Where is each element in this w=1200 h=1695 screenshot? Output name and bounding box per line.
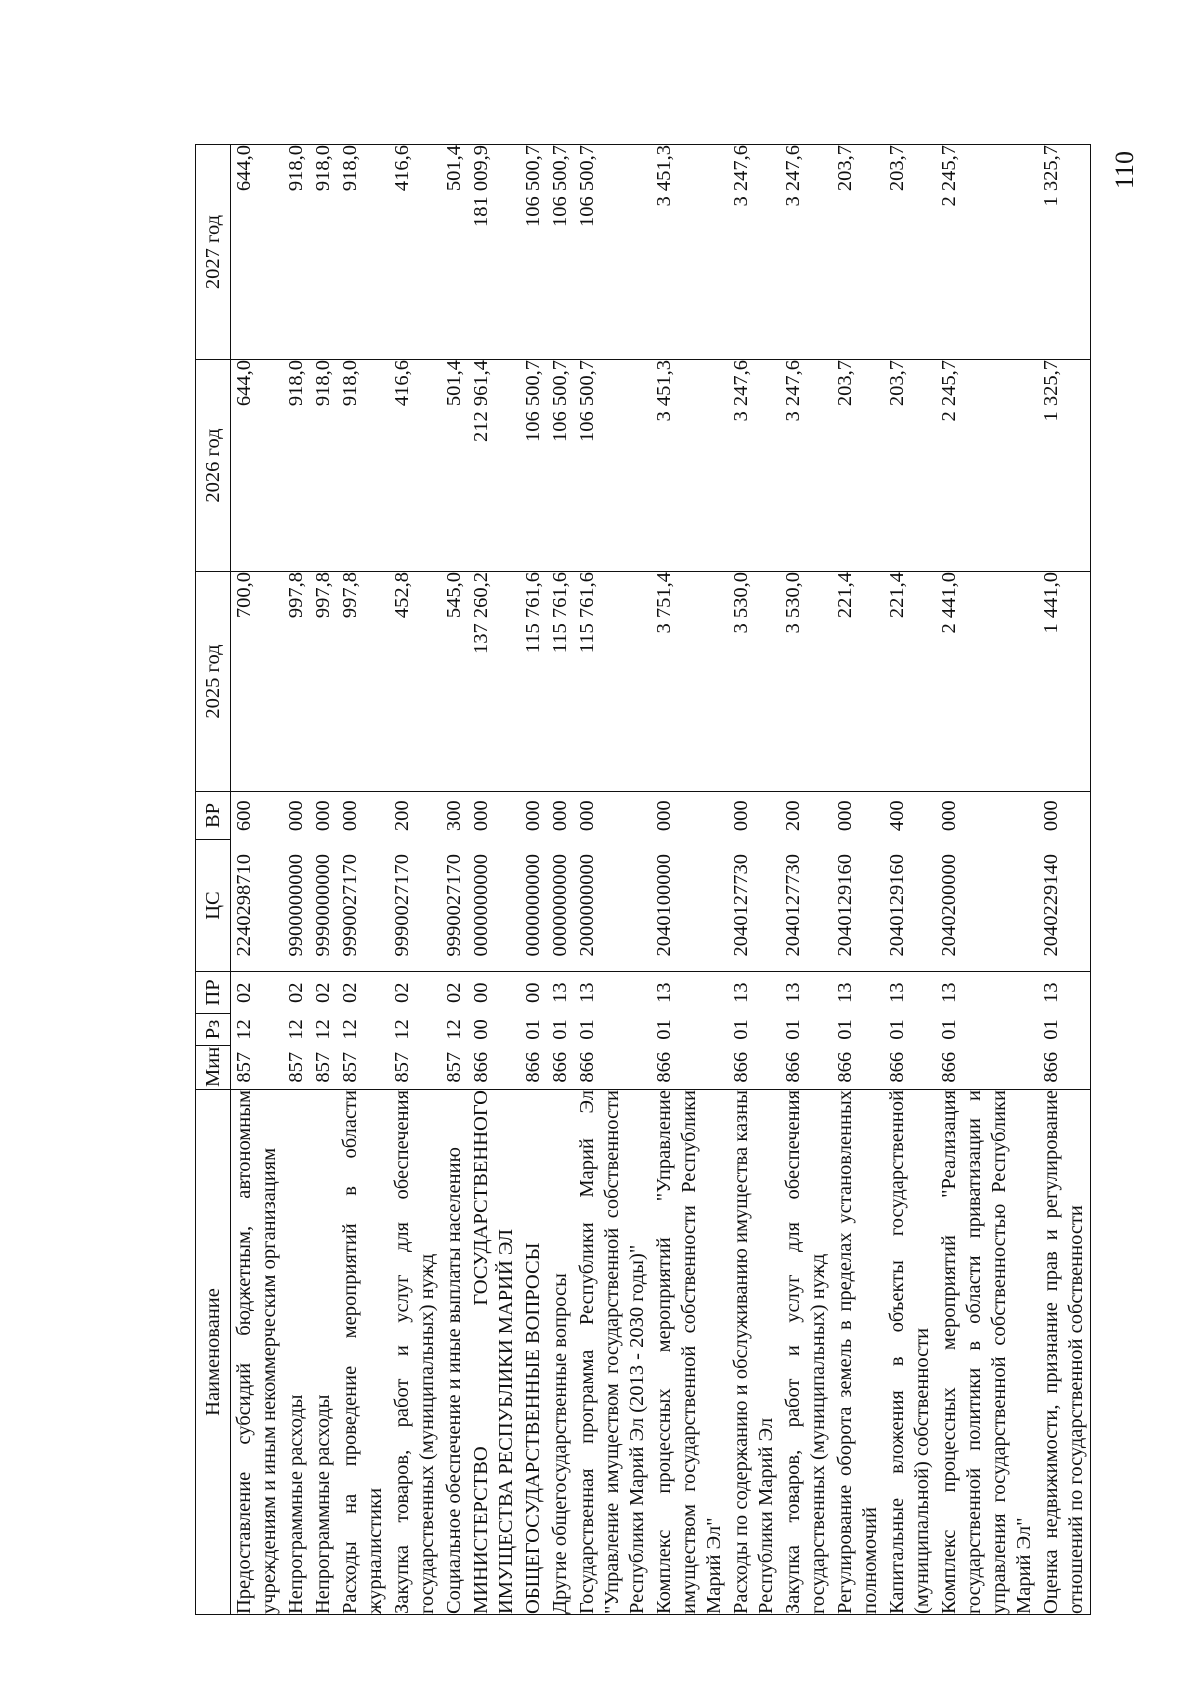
table-row [231, 145, 284, 1615]
row-cs: 2040200000 [938, 854, 960, 957]
row-2026: 918,0 [337, 360, 389, 572]
row-vr: 000 [832, 792, 884, 840]
row-2027: 181 009,9 [468, 145, 520, 360]
rotated-table-container [195, 145, 1087, 1615]
row-2026: 212 961,4 [468, 360, 520, 572]
header-vr: ВР [196, 792, 231, 840]
row-rz: 12 [339, 1019, 361, 1040]
row-name: Расходы на проведение мероприятий в области журналистики [337, 1090, 389, 1615]
row-2027: 106 500,7 [520, 145, 547, 360]
table-row [936, 145, 1038, 1615]
row-2026: 203,7 [832, 360, 884, 572]
row-name: Регулирование оборота земель в пределах установленных полномочий [832, 1090, 884, 1615]
row-vr: 000 [728, 792, 780, 840]
row-cs: 2240298710 [233, 854, 255, 957]
header-2026: 2026 год [196, 360, 231, 572]
header-name: Наименование [196, 1090, 231, 1615]
row-vr: 000 [574, 792, 651, 840]
row-name: Расходы по содержанию и обслуживанию имущества казны Республики Марий Эл [728, 1090, 780, 1615]
row-rz: 01 [730, 1019, 752, 1040]
row-cs: 9990027170 [443, 854, 465, 957]
row-vr: 000 [310, 792, 337, 840]
row-2025: 137 260,2 [468, 572, 520, 792]
row-cs: 2040229140 [1038, 840, 1091, 972]
row-rz: 01 [549, 1019, 571, 1040]
row-min: 866 [886, 1051, 908, 1083]
row-pr: 13 [884, 972, 936, 1014]
header-rz: Рз [196, 1014, 231, 1046]
row-2027: 3 247,6 [728, 145, 780, 360]
row-2025: 2 441,0 [936, 572, 1038, 792]
row-min: 866 [782, 1051, 804, 1083]
row-2025: 1 441,0 [1038, 572, 1091, 792]
row-pr: 13 [651, 972, 728, 1014]
row-rz: 12 [285, 1019, 307, 1040]
row-2026: 3 247,6 [728, 360, 780, 572]
row-2025: 3 530,0 [780, 572, 832, 792]
row-2025: 452,8 [389, 572, 441, 792]
row-name: Капитальные вложения в объекты государственной (муниципальной) собственности [884, 1090, 936, 1615]
row-min: 857 [443, 1051, 465, 1083]
row-2027: 644,0 [231, 145, 284, 360]
page-number: 110 [1110, 150, 1139, 190]
row-2027: 501,4 [441, 145, 468, 360]
table-row [547, 145, 574, 1615]
row-cs: 9990027170 [339, 854, 361, 957]
row-2025: 997,8 [337, 572, 389, 792]
budget-table [195, 144, 1091, 1615]
table-row [780, 145, 832, 1615]
header-min: Мин [196, 1046, 231, 1090]
row-vr: 000 [468, 792, 520, 840]
row-pr: 02 [310, 972, 337, 1014]
row-2027: 2 245,7 [936, 145, 1038, 360]
row-2026: 3 247,6 [780, 360, 832, 572]
row-min: 866 [549, 1051, 571, 1083]
row-cs: 2040129160 [886, 854, 908, 957]
row-pr: 13 [936, 972, 1038, 1014]
row-pr: 02 [389, 972, 441, 1014]
row-min: 866 [730, 1051, 752, 1083]
row-rz: 12 [443, 1019, 465, 1040]
row-pr: 00 [468, 972, 520, 1014]
row-min: 857 [233, 1051, 255, 1083]
row-2025: 221,4 [832, 572, 884, 792]
table-row [389, 145, 441, 1615]
row-name: Предоставление субсидий бюджетным, автономным учреждениям и иным некоммерческим организациям [231, 1090, 284, 1615]
table-row [520, 145, 547, 1615]
row-vr: 000 [520, 792, 547, 840]
row-pr: 13 [574, 972, 651, 1014]
row-vr: 300 [441, 792, 468, 840]
row-rz: 00 [470, 1019, 492, 1040]
row-name: Комплекс процессных мероприятий "Управление имуществом государственной собственности Республики Марий Эл" [651, 1090, 728, 1615]
row-min: 866 [522, 1051, 544, 1083]
table-row [283, 145, 310, 1615]
row-min: 866 [834, 1051, 856, 1083]
row-name: Непрограммные расходы [310, 1090, 337, 1615]
row-2025: 115 761,6 [574, 572, 651, 792]
row-vr: 000 [1038, 792, 1091, 840]
row-min: 857 [339, 1051, 361, 1083]
table-row [728, 145, 780, 1615]
row-min: 866 [1038, 1046, 1091, 1090]
row-cs: 9900000000 [285, 854, 307, 957]
row-2025: 545,0 [441, 572, 468, 792]
header-cs: ЦС [196, 840, 231, 972]
row-name: Государственная программа Республики Марий Эл "Управление имуществом государственной собственности Республики Марий Эл (2013 - 2030 годы)" [574, 1090, 651, 1615]
row-rz: 12 [233, 1019, 255, 1040]
row-pr: 02 [231, 972, 284, 1014]
row-pr: 13 [728, 972, 780, 1014]
header-2027: 2027 год [196, 145, 231, 360]
row-2026: 918,0 [283, 360, 310, 572]
row-2025: 3 751,4 [651, 572, 728, 792]
row-name: Другие общегосударственные вопросы [547, 1090, 574, 1615]
row-vr: 000 [283, 792, 310, 840]
row-rz: 12 [312, 1019, 334, 1040]
row-rz: 01 [782, 1019, 804, 1040]
row-2026: 501,4 [441, 360, 468, 572]
table-row [832, 145, 884, 1615]
row-min: 857 [391, 1051, 413, 1083]
table-row [1038, 145, 1091, 1615]
table-row [441, 145, 468, 1615]
row-2026: 918,0 [310, 360, 337, 572]
row-name: ОБЩЕГОСУДАРСТВЕННЫЕ ВОПРОСЫ [520, 1090, 547, 1615]
row-vr: 600 [231, 792, 284, 840]
row-2027: 106 500,7 [547, 145, 574, 360]
row-2027: 203,7 [832, 145, 884, 360]
row-2027: 1 325,7 [1038, 145, 1091, 360]
row-rz: 01 [938, 1019, 960, 1040]
table-row [310, 145, 337, 1615]
row-pr: 02 [441, 972, 468, 1014]
row-2027: 918,0 [310, 145, 337, 360]
row-min: 857 [285, 1051, 307, 1083]
row-cs: 9990000000 [312, 854, 334, 957]
row-min: 857 [312, 1051, 334, 1083]
row-rz: 01 [886, 1019, 908, 1040]
row-rz: 01 [1038, 1014, 1091, 1046]
row-2025: 700,0 [231, 572, 284, 792]
row-rz: 01 [522, 1019, 544, 1040]
row-pr: 13 [1038, 972, 1091, 1014]
row-2027: 3 451,3 [651, 145, 728, 360]
row-cs: 0000000000 [549, 854, 571, 957]
row-min: 866 [938, 1051, 960, 1083]
header-pr: ПР [196, 972, 231, 1014]
table-row [651, 145, 728, 1615]
table-header-row [196, 145, 231, 1615]
row-vr: 400 [884, 792, 936, 840]
header-2025: 2025 год [196, 572, 231, 792]
table-row [574, 145, 651, 1615]
row-2027: 203,7 [884, 145, 936, 360]
table-row [468, 145, 520, 1615]
row-2027: 918,0 [337, 145, 389, 360]
row-2026: 416,6 [389, 360, 441, 572]
table-body [231, 145, 1091, 1615]
row-vr: 000 [547, 792, 574, 840]
row-2026: 106 500,7 [520, 360, 547, 572]
row-2026: 106 500,7 [547, 360, 574, 572]
row-2025: 221,4 [884, 572, 936, 792]
row-cs: 2000000000 [576, 854, 598, 957]
row-2025: 3 530,0 [728, 572, 780, 792]
row-2025: 997,8 [283, 572, 310, 792]
row-name: Закупка товаров, работ и услуг для обеспечения государственных (муниципальных) нужд [780, 1090, 832, 1615]
row-rz: 12 [391, 1019, 413, 1040]
row-pr: 13 [832, 972, 884, 1014]
row-2027: 416,6 [389, 145, 441, 360]
row-2027: 106 500,7 [574, 145, 651, 360]
row-pr: 13 [780, 972, 832, 1014]
row-2025: 115 761,6 [520, 572, 547, 792]
row-rz: 01 [653, 1019, 675, 1040]
row-2027: 918,0 [283, 145, 310, 360]
row-name: Непрограммные расходы [283, 1090, 310, 1615]
row-pr: 02 [337, 972, 389, 1014]
row-2025: 115 761,6 [547, 572, 574, 792]
row-name: Оценка недвижимости, признание прав и регулирование отношений по государственной собственности [1038, 1090, 1091, 1615]
row-min: 866 [470, 1051, 492, 1083]
row-min: 866 [653, 1051, 675, 1083]
row-cs: 0000000000 [470, 854, 492, 957]
row-min: 866 [576, 1051, 598, 1083]
row-cs: 9990027170 [391, 854, 413, 957]
row-2025: 997,8 [310, 572, 337, 792]
row-cs: 0000000000 [522, 854, 544, 957]
row-2027: 3 247,6 [780, 145, 832, 360]
row-cs: 2040127730 [782, 854, 804, 957]
row-cs: 2040127730 [730, 854, 752, 957]
row-vr: 200 [780, 792, 832, 840]
row-name: Комплекс процессных мероприятий "Реализация государственной политики в области приватизации и управления государственной собственностью Республики Марий Эл" [936, 1090, 1038, 1615]
row-cs: 2040100000 [653, 854, 675, 957]
row-2026: 3 451,3 [651, 360, 728, 572]
row-rz: 01 [834, 1019, 856, 1040]
row-name: МИНИСТЕРСТВО ГОСУДАРСТВЕННОГО ИМУЩЕСТВА РЕСПУБЛИКИ МАРИЙ ЭЛ [468, 1090, 520, 1615]
row-name: Социальное обеспечение и иные выплаты населению [441, 1090, 468, 1615]
row-vr: 000 [651, 792, 728, 840]
row-pr: 00 [520, 972, 547, 1014]
row-vr: 200 [389, 792, 441, 840]
row-2026: 1 325,7 [1038, 360, 1091, 572]
row-vr: 000 [337, 792, 389, 840]
row-2026: 2 245,7 [936, 360, 1038, 572]
table-row [337, 145, 389, 1615]
row-rz: 01 [576, 1019, 598, 1040]
row-name: Закупка товаров, работ и услуг для обеспечения государственных (муниципальных) нужд [389, 1090, 441, 1615]
row-vr: 000 [936, 792, 1038, 840]
row-pr: 02 [283, 972, 310, 1014]
table-row [884, 145, 936, 1615]
row-2026: 106 500,7 [574, 360, 651, 572]
row-cs: 2040129160 [834, 854, 856, 957]
row-pr: 13 [547, 972, 574, 1014]
row-2026: 203,7 [884, 360, 936, 572]
row-2026: 644,0 [231, 360, 284, 572]
